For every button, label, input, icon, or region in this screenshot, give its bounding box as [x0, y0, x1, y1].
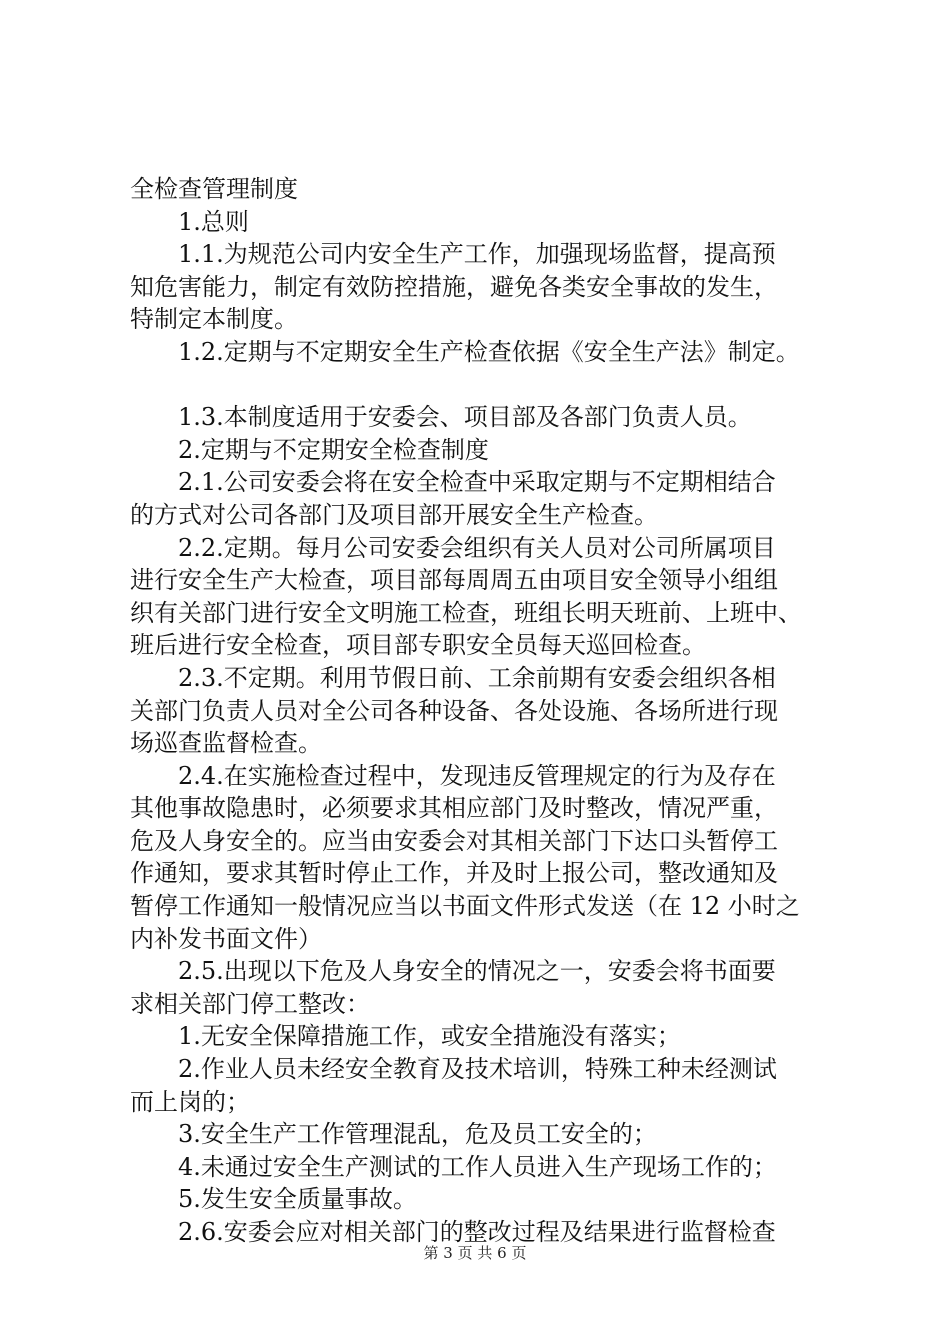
text-line: 危及人身安全的。应当由安委会对其相关部门下达口头暂停工 — [130, 826, 778, 855]
text-line: 2.6.安委会应对相关部门的整改过程及结果进行监督检查 — [178, 1218, 776, 1246]
text-line: 2.1.公司安委会将在安全检查中采取定期与不定期相结合 — [178, 468, 776, 497]
text-line: 2.5.出现以下危及人身安全的情况之一，安委会将书面要 — [178, 957, 776, 986]
text-line: 作通知，要求其暂时停止工作，并及时上报公司，整改通知及 — [130, 859, 778, 888]
text-line: 暂停工作通知一般情况应当以书面文件形式发送（在 12 小时之 — [130, 892, 800, 921]
text-line: 特制定本制度。 — [130, 305, 298, 334]
text-line: 求相关部门停工整改： — [130, 989, 370, 1018]
text-line: 1.3.本制度适用于安委会、项目部及各部门负责人员。 — [178, 403, 752, 432]
text-line: 2.2.定期。每月公司安委会组织有关人员对公司所属项目 — [178, 533, 776, 562]
text-line: 而上岗的； — [130, 1087, 250, 1116]
text-line: 1.2.定期与不定期安全生产检查依据《安全生产法》制定。 — [178, 337, 800, 366]
text-line: 1.1.为规范公司内安全生产工作，加强现场监督，提高预 — [178, 240, 776, 269]
text-line: 内补发书面文件） — [130, 924, 322, 953]
text-line: 3.安全生产工作管理混乱，危及员工安全的； — [178, 1120, 657, 1149]
text-line: 其他事故隐患时，必须要求其相应部门及时整改，情况严重， — [130, 794, 778, 823]
text-line: 2.作业人员未经安全教育及技术培训，特殊工种未经测试 — [178, 1055, 777, 1084]
text-line: 场巡查监督检查。 — [130, 729, 322, 758]
text-line: 的方式对公司各部门及项目部开展安全生产检查。 — [130, 500, 658, 529]
text-line: 织有关部门进行安全文明施工检查，班组长明天班前、上班中、 — [130, 598, 802, 627]
text-line: 班后进行安全检查，项目部专职安全员每天巡回检查。 — [130, 631, 706, 660]
page-footer: 第 3 页 共 6 页 — [423, 1244, 527, 1262]
document-title-line: 全检查管理制度 — [130, 175, 298, 203]
text-line: 进行安全生产大检查，项目部每周周五由项目安全领导小组组 — [130, 566, 778, 595]
text-line: 1.总则 — [178, 207, 249, 236]
text-line: 4.未通过安全生产测试的工作人员进入生产现场工作的； — [178, 1152, 777, 1181]
text-line: 2.定期与不定期安全检查制度 — [178, 435, 489, 464]
text-line — [130, 369, 835, 402]
text-line: 1.无安全保障措施工作，或安全措施没有落实； — [178, 1022, 681, 1051]
text-line: 关部门负责人员对全公司各种设备、各处设施、各场所进行现 — [130, 696, 778, 725]
text-line: 5.发生安全质量事故。 — [178, 1185, 417, 1214]
document-body — [130, 173, 835, 1249]
text-line: 2.3.不定期。利用节假日前、工余前期有安委会组织各相 — [178, 663, 776, 692]
text-line: 知危害能力，制定有效防控措施，避免各类安全事故的发生， — [130, 272, 778, 301]
text-line: 2.4.在实施检查过程中，发现违反管理规定的行为及存在 — [178, 761, 776, 790]
